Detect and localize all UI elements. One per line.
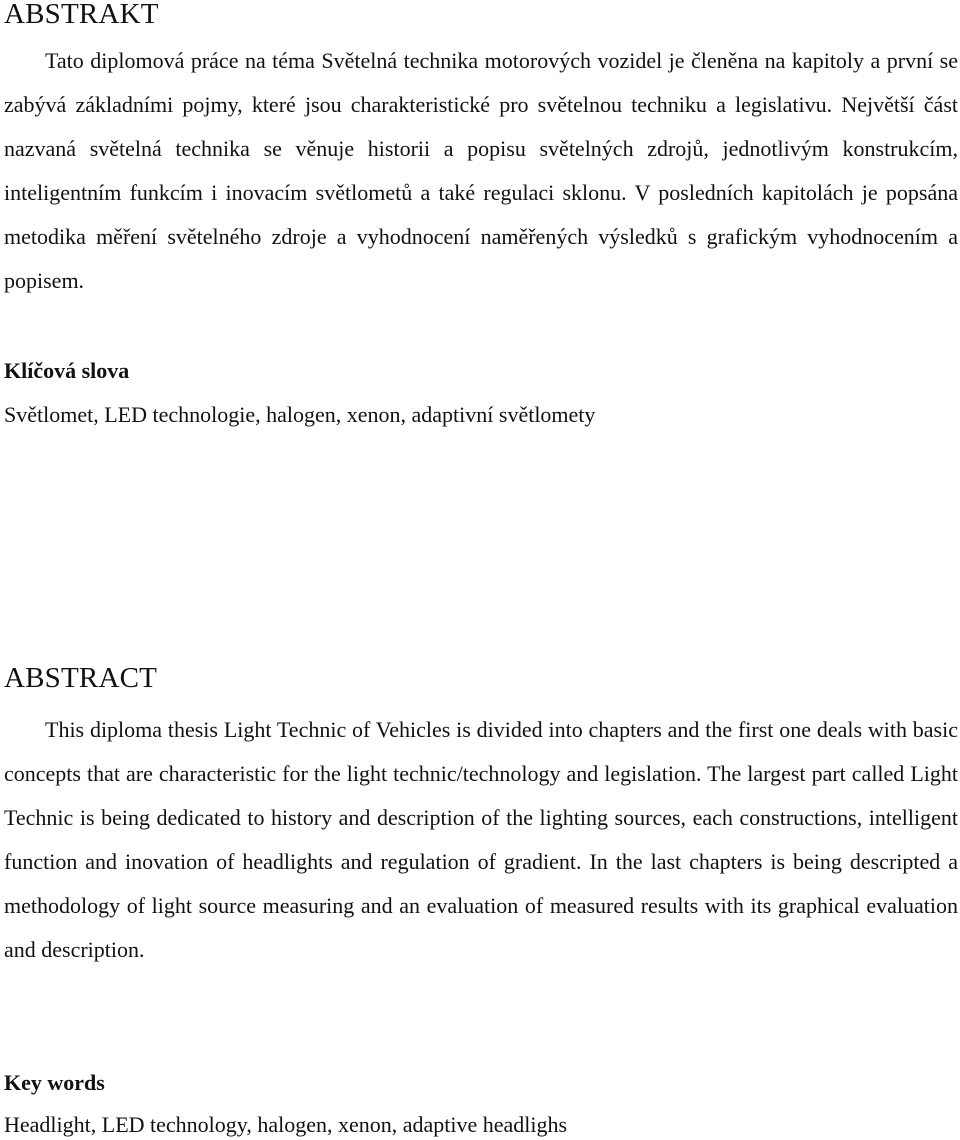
czech-keywords-text: Světlomet, LED technologie, halogen, xenon, adaptivní světlomety: [4, 402, 596, 427]
czech-keywords-heading: Klíčová slova: [4, 358, 130, 383]
english-abstract-heading: ABSTRACT: [4, 662, 158, 694]
english-abstract-paragraph: This diploma thesis Light Technic of Vehicles is divided into chapters and the first one deals with basic concepts that are characteristic for the light technic/technology and legislation. The largest part called Light Technic is being dedicated to history and description of the lighting sources, each constructions, intelligent function and inovation of headlights and regulation of gradient. In the last chapters is being descripted a methodology of light source measuring and an evaluation of measured results with its graphical evaluation and description.: [4, 717, 958, 962]
czech-abstract-heading: ABSTRAKT: [4, 0, 159, 30]
czech-abstract-paragraph: Tato diplomová práce na téma Světelná technika motorových vozidel je členěna na kapitoly a první se zabývá základními pojmy, které jsou charakteristické pro světelnou techniku a legislativu. Největší část nazvaná světelná technika se věnuje historii a popisu světelných zdrojů, jednotlivým konstrukcím, inteligentním funkcím i inovacím světlometů a také regulaci sklonu. V posledních kapitolách je popsána metodika měření světelného zdroje a vyhodnocení naměřených výsledků s grafickým vyhodnocením a popisem.: [4, 48, 958, 293]
english-keywords-text: Headlight, LED technology, halogen, xenon, adaptive headlighs: [4, 1112, 568, 1137]
english-keywords-heading: Key words: [4, 1070, 105, 1095]
